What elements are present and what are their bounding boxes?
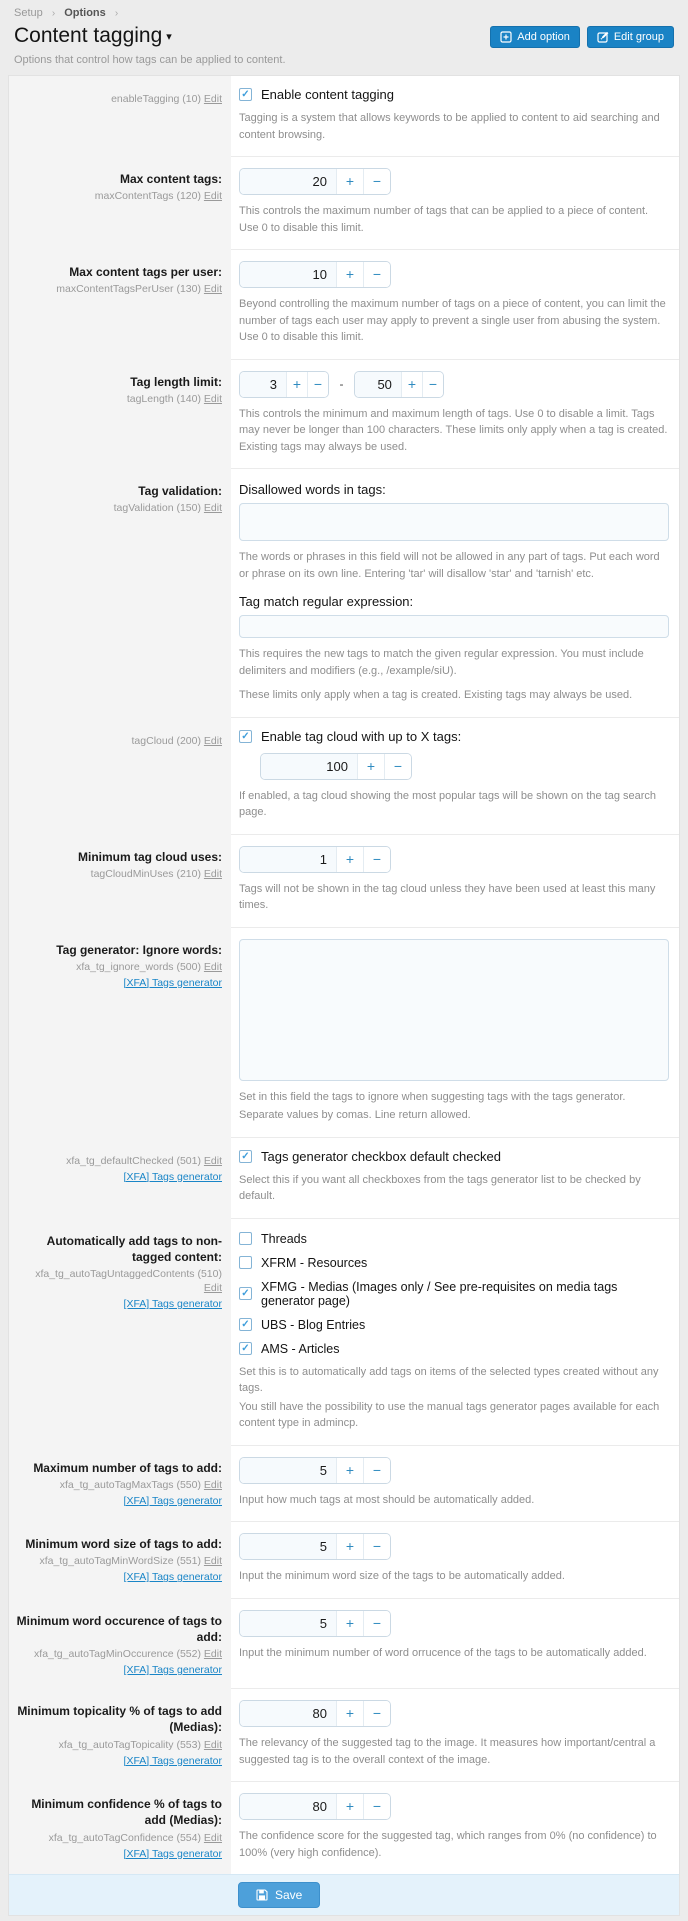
increment-button[interactable]: + [357,754,384,779]
option-description: Set in this field the tags to ignore when suggesting tags with the tags generator. [239,1090,626,1103]
option-id: tagCloudMinUses (210) [90,867,201,880]
option-description: Input the minimum word size of the tags to be automatically added. [239,1570,565,1582]
decrement-button[interactable]: − [363,169,390,194]
decrement-button[interactable]: − [363,1611,390,1636]
edit-link[interactable]: Edit [203,960,222,973]
tag-cloud-min-uses-input[interactable] [239,846,391,873]
increment-button[interactable]: + [286,372,307,397]
option-id: enableTagging (10) [111,93,201,105]
decrement-button[interactable]: − [363,1794,390,1819]
option-description: Input the minimum number of word orrucence of the tags to be automatically added. [239,1646,647,1659]
checkbox-label: UBS - Blog Entries [261,1317,366,1332]
number-value[interactable]: 80 [240,1701,336,1726]
checkbox-icon[interactable]: ✓ [239,1342,252,1355]
option-label: Max content tags: [119,172,222,186]
option-description: This controls the maximum number of tags that can be applied to a piece of content. Use 0 to disable this limit. [239,205,649,234]
decrement-button[interactable]: − [363,262,390,287]
decrement-button[interactable]: − [422,372,443,397]
range-joiner: - [339,377,344,391]
option-row-tagValidation [9,469,679,718]
save-button[interactable]: Save [238,1882,320,1908]
increment-button[interactable]: + [336,1701,363,1726]
option-id: tagLength (140) [126,392,201,405]
checkbox-icon[interactable]: ✓ [239,1287,252,1300]
number-value[interactable]: 100 [261,754,357,779]
max-tags-per-user-input[interactable] [239,261,391,288]
edit-link[interactable]: Edit [203,867,222,880]
tag-length-max-input[interactable] [354,371,444,398]
option-description: The relevancy of the suggested tag to the image. It measures how important/central a suggested tag is to the overall context of the image. [239,1737,656,1766]
increment-button[interactable]: + [336,1794,363,1819]
option-description: Beyond controlling the maximum number of tags on a piece of content, you can limit the number of tags each user may apply to prevent a single user from abusing the system. Use 0 to disable this limit. [239,298,666,343]
number-value[interactable]: 10 [240,262,336,287]
content-type-checkbox-ams[interactable] [239,1342,669,1356]
increment-button[interactable]: + [336,1458,363,1483]
edit-link[interactable]: Edit [203,93,222,105]
option-description: The confidence score for the suggested tag, which ranges from 0% (no confidence) to 100% (very high confidence). [239,1830,657,1859]
option-label: Minimum topicality % of tags to add (Medias): [17,1704,222,1735]
page-bottom-gap [0,1916,688,1921]
auto-tag-min-occurence-input[interactable] [239,1610,391,1637]
option-id: xfa_tg_autoTagUntaggedContents (510) [35,1267,222,1280]
option-description: Set this is to automatically add tags on items of the selected types created without any tags. [239,1365,659,1394]
increment-button[interactable]: + [401,372,422,397]
option-id: xfa_tg_autoTagMaxTags (550) [59,1478,201,1491]
ignore-words-textarea[interactable] [239,939,669,1081]
edit-icon [597,31,609,43]
limits-note: These limits only apply when a tag is created. Existing tags may always be used. [239,689,633,701]
option-row-tagCloudMinUses [9,835,679,928]
option-id: tagValidation (150) [113,502,201,515]
option-description: Separate values by comas. Line return allowed. [239,1109,471,1121]
checkbox-label: Tags generator checkbox default checked [261,1148,501,1164]
checkbox-icon[interactable]: ✓ [239,88,252,101]
increment-button[interactable]: + [336,1534,363,1559]
edit-link[interactable]: Edit [203,1555,222,1568]
option-id: xfa_tg_defaultChecked (501) [66,1154,201,1167]
auto-tag-confidence-input[interactable] [239,1793,391,1820]
decrement-button[interactable]: − [307,372,328,397]
content-type-checkbox-xfrm[interactable] [239,1256,669,1270]
regex-input[interactable] [239,615,669,638]
edit-link[interactable]: Edit [203,1154,222,1167]
edit-link[interactable]: Edit [203,1282,222,1295]
edit-group-button[interactable]: Edit group [587,26,674,48]
option-id: maxContentTags (120) [94,190,201,203]
option-id: xfa_tg_autoTagTopicality (553) [58,1738,201,1751]
disallowed-words-textarea[interactable] [239,503,669,541]
breadcrumb-separator-icon: › [114,8,119,19]
breadcrumb-options[interactable]: Options [64,7,106,19]
increment-button[interactable]: + [336,847,363,872]
number-value[interactable]: 80 [240,1794,336,1819]
checkbox-icon[interactable]: ✓ [239,730,252,743]
page-title[interactable]: Content tagging ▾ [14,24,172,47]
option-row-maxContentTags [9,157,679,250]
number-value[interactable]: 5 [240,1611,336,1636]
add-option-button[interactable]: Add option [490,26,580,48]
page-header [0,0,688,75]
xfa-tags-generator-link[interactable]: [XFA] Tags generator [123,976,222,989]
option-label: Minimum word occurence of tags to add: [16,1613,222,1644]
edit-link[interactable]: Edit [203,1647,222,1660]
checkbox-icon[interactable]: ✓ [239,1150,252,1163]
edit-link[interactable]: Edit [203,1831,222,1844]
xfa-tags-generator-link[interactable]: [XFA] Tags generator [123,1664,222,1677]
option-row-ignoreWords [9,928,679,1138]
checkbox-label: XFMG - Medias (Images only / See pre-requisites on media tags generator page) [261,1279,618,1308]
content-type-checkbox-threads[interactable] [239,1232,669,1246]
checkbox-label: Enable tag cloud with up to X tags: [261,728,462,744]
edit-link[interactable]: Edit [203,392,222,405]
number-value[interactable]: 50 [355,372,401,397]
option-label: Minimum tag cloud uses: [77,849,222,864]
option-label: Minimum word size of tags to add: [25,1537,222,1551]
option-row-autoTagMinOccurence [9,1599,679,1690]
auto-tag-min-word-size-input[interactable] [239,1533,391,1560]
option-label: Tag generator: Ignore words: [56,942,222,957]
option-row-autoTagMinWordSize [9,1522,679,1599]
option-label: Maximum number of tags to add: [33,1460,222,1475]
edit-link[interactable]: Edit [203,734,222,747]
number-value[interactable]: 3 [240,372,286,397]
field-description: The words or phrases in this field will not be allowed in any part of tags. Put each word or phrase on its own line. Entering 'tar' will disallow 'star' and 'tarnish' etc. [239,551,660,580]
field-description: This requires the new tags to match the given regular expression. You must include delimiters and modifiers (e.g., /example/siU). [239,648,644,677]
option-description: Tagging is a system that allows keywords to be applied to content to aid searching and content browsing. [239,112,660,141]
checkbox-label: Threads [261,1231,307,1246]
checkbox-label: XFRM - Resources [261,1255,368,1270]
decrement-button[interactable]: − [363,1534,390,1559]
xfa-tags-generator-link[interactable]: [XFA] Tags generator [123,1847,222,1860]
option-row-maxContentTagsPerUser [9,250,679,360]
option-row-autoTagUntaggedContents [9,1219,679,1446]
option-description: This controls the minimum and maximum length of tags. Use 0 to disable a limit. Tags may never be longer than 100 characters. These limits only apply when a tag is created. Existing tags may always be used. [239,407,668,453]
decrement-button[interactable]: − [363,1701,390,1726]
save-icon [256,1889,268,1901]
options-panel [8,75,680,1916]
option-id: xfa_tg_autoTagConfidence (554) [48,1831,201,1844]
option-label: Tag length limit: [130,374,222,389]
tag-length-min-input[interactable] [239,371,329,398]
option-id: xfa_tg_autoTagMinOccurence (552) [34,1647,201,1660]
edit-link[interactable]: Edit [203,1478,222,1491]
save-bar [9,1874,679,1915]
breadcrumb-separator-icon: › [51,8,56,19]
checkbox-label: AMS - Articles [261,1341,340,1356]
edit-link[interactable]: Edit [203,502,222,515]
number-value[interactable]: 1 [240,847,336,872]
edit-link[interactable]: Edit [203,283,222,296]
regex-label: Tag match regular expression: [239,594,414,609]
option-row-autoTagTopicality [9,1689,679,1782]
checkbox-icon[interactable] [239,1232,252,1245]
xfa-tags-generator-link[interactable]: [XFA] Tags generator [123,1754,222,1767]
decrement-button[interactable]: − [363,847,390,872]
default-checked-checkbox[interactable] [239,1149,669,1164]
increment-button[interactable]: + [336,1611,363,1636]
disallowed-words-label: Disallowed words in tags: [239,482,386,497]
option-description: Input how much tags at most should be automatically added. [239,1493,535,1506]
option-label: Tag validation: [138,484,222,498]
checkbox-icon[interactable]: ✓ [239,1318,252,1331]
xfa-tags-generator-link[interactable]: [XFA] Tags generator [123,1571,222,1584]
option-description: You still have the possibility to use the manual tags generator pages available for each content type in admincp. [239,1400,660,1429]
option-description: If enabled, a tag cloud showing the most popular tags will be shown on the tag search page. [239,789,657,818]
option-row-defaultChecked [9,1138,679,1219]
chevron-down-icon: ▾ [166,31,172,43]
checkbox-label: Enable content tagging [261,87,394,102]
decrement-button[interactable]: − [384,754,411,779]
option-description: Tags will not be shown in the tag cloud unless they have been used at least this many times. [239,882,656,911]
breadcrumb [14,7,674,19]
content-type-checkbox-xfmg[interactable] [239,1280,669,1308]
tag-cloud-count-input[interactable] [260,753,412,780]
number-value[interactable]: 20 [240,169,336,194]
edit-link[interactable]: Edit [203,190,222,203]
xfa-tags-generator-link[interactable]: [XFA] Tags generator [123,1298,222,1311]
option-row-autoTagConfidence [9,1782,679,1874]
number-value[interactable]: 5 [240,1534,336,1559]
option-label-cell [9,76,231,157]
page-subtitle: Options that control how tags can be applied to content. [14,54,286,66]
option-id: xfa_tg_autoTagMinWordSize (551) [39,1555,201,1568]
enable-content-tagging-checkbox[interactable] [239,87,669,102]
option-label: Max content tags per user: [69,265,222,279]
increment-button[interactable]: + [336,262,363,287]
checkbox-icon[interactable] [239,1256,252,1269]
option-id: tagCloud (200) [131,734,201,747]
option-row-autoTagMaxTags [9,1446,679,1523]
add-icon [500,31,512,43]
max-content-tags-input[interactable] [239,168,391,195]
option-label: Minimum confidence % of tags to add (Medias): [31,1797,222,1828]
edit-link[interactable]: Edit [203,1738,222,1751]
breadcrumb-setup[interactable]: Setup [14,7,43,19]
option-description: Select this if you want all checkboxes from the tags generator list to be checked by default. [239,1173,641,1202]
decrement-button[interactable]: − [363,1458,390,1483]
option-row-tagLength [9,360,679,470]
xfa-tags-generator-link[interactable]: [XFA] Tags generator [123,1494,222,1507]
content-type-checkbox-ubs[interactable] [239,1318,669,1332]
option-id: maxContentTagsPerUser (130) [56,283,201,296]
enable-tag-cloud-checkbox[interactable] [239,729,669,744]
number-value[interactable]: 5 [240,1458,336,1483]
option-label: Automatically add tags to non-tagged content: [46,1233,222,1264]
increment-button[interactable]: + [336,169,363,194]
option-id: xfa_tg_ignore_words (500) [76,960,201,973]
option-row-enableTagging [9,76,679,157]
xfa-tags-generator-link[interactable]: [XFA] Tags generator [123,1170,222,1183]
auto-tag-max-tags-input[interactable] [239,1457,391,1484]
auto-tag-topicality-input[interactable] [239,1700,391,1727]
option-row-tagCloud [9,718,679,835]
